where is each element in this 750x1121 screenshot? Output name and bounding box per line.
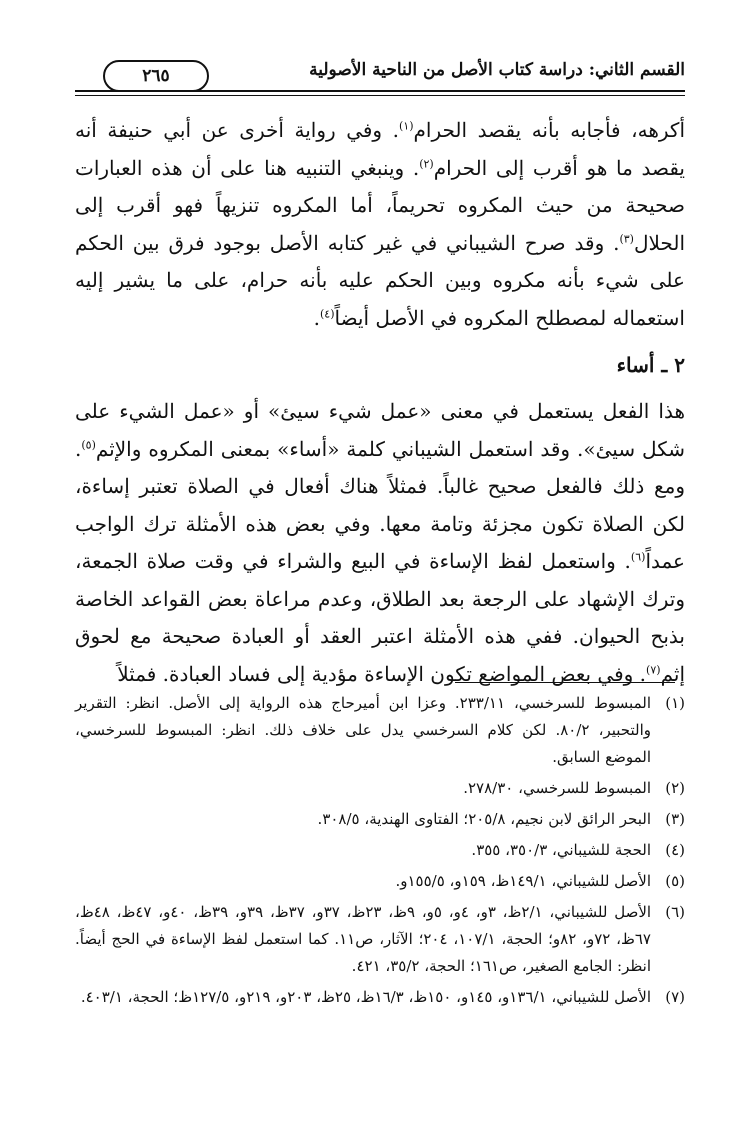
- para1-text-2: . وفي رواية أخرى عن أبي حنيفة أنه يقصد ما هو أقرب إلى الحرام: [75, 118, 686, 180]
- running-title: القسم الثاني: دراسة كتاب الأصل من الناحية الأصولية: [309, 60, 685, 80]
- footnote-text: الأصل للشيباني، ٢/١ظ، ٣و، ٤و، ٥و، ٩ظ، ٢٣ظ، ٣٧و، ٣٧ظ، ٣٩و، ٣٩ظ، ٤٠و، ٤٧ظ، ٤٨ظ، ٦٧ظ، ٧٢و، ٨٢و؛ الحجة، ١٠٧/١، ٢٠٤؛ الآثار، ص١١. كما استعمل لفظ الإساءة في الحج أيضاً. انظر: الجامع الصغير، ص١٦١؛ الحجة، ٣٥/٢، ٤٢١.: [75, 903, 652, 975]
- para2-text-3: . واستعمل لفظ الإساءة في البيع والشراء في وقت صلاة الجمعة، وترك الإشهاد على الرجعة بعد الطلاق، وعدم مراعاة بعض القواعد الخاصة بذبح الحيوان. ففي هذه الأمثلة اعتبر العقد أو العبادة صحيحة مع لحوق إثم: [75, 549, 685, 686]
- footnote: [75, 690, 685, 771]
- footnote-number: (٧): [665, 988, 685, 1006]
- paragraph-1: [75, 112, 685, 337]
- footnote-ref-6: (٦): [630, 550, 646, 564]
- paragraph-2: [75, 393, 685, 693]
- footnote-text: الأصل للشيباني، ١٤٩/١ظ، ١٥٩و، ١٥٥/٥و.: [395, 872, 651, 890]
- footnote-ref-2: (٢): [419, 156, 434, 170]
- footnote-ref-1: (١): [399, 119, 414, 133]
- footnote-text: المبسوط للسرخسي، ٢٧٨/٣٠.: [463, 779, 651, 797]
- footnote: [75, 775, 685, 802]
- footnotes: [75, 690, 685, 1015]
- para1-text-4: . وقد صرح الشيباني في غير كتابه الأصل بوجود فرق بين الحكم على شيء بأنه مكروه وبين الحكم عليه بأنه حرام، على ما يشير إليه استعماله لمصطلح المكروه في الأصل أيضاً: [75, 230, 685, 330]
- para2-text-1: هذا الفعل يستعمل في معنى «عمل شيء سيئ» أو «عمل الشيء على شكل سيئ». وقد استعمل الشيباني كلمة «أساء» بمعنى المكروه والإثم: [75, 399, 685, 461]
- footnote-ref-4: (٤): [319, 306, 335, 320]
- footnote: [75, 837, 685, 864]
- footnote-separator: [455, 682, 675, 683]
- footnote: [75, 984, 685, 1011]
- footnote-number: (٢): [665, 779, 685, 797]
- header-rule-thin: [75, 95, 685, 96]
- footnote-text: البحر الرائق لابن نجيم، ٢٠٥/٨؛ الفتاوى الهندية، ٣٠٨/٥.: [317, 810, 651, 828]
- footnote-text: المبسوط للسرخسي، ٢٣٣/١١. وعزا ابن أميرحاج هذه الرواية إلى الأصل. انظر: التقرير والتحبير، ٨٠/٢. لكن كلام السرخسي يدل على خلاف ذلك. انظر: المبسوط للسرخسي، الموضع السابق.: [75, 694, 651, 766]
- para2-text-2: . ومع ذلك فالفعل صحيح غالباً. فمثلاً هناك أفعال في الصلاة تعتبر إساءة، لكن الصلاة تكون مجزئة وتامة معها. وفي بعض هذه الأمثلة ترك الواجب عمداً: [75, 436, 686, 573]
- footnote-text: الأصل للشيباني، ١٣٦/١و، ١٤٥و، ١٥٠ظ، ١٦/٣ظ، ٢٥ظ، ٢٠٣و، ٢١٩و، ١٢٧/٥ظ؛ الحجة، ٤٠٣/١.: [80, 988, 651, 1006]
- footnote: [75, 806, 685, 833]
- main-text: [75, 112, 685, 693]
- para1-text-3: . وينبغي التنبيه هنا على أن هذه العبارات صحيحة من حيث المكروه تحريماً، أما المكروه تنزيهاً فهو أقرب إلى الحلال: [75, 155, 685, 255]
- footnote-ref-5: (٥): [81, 437, 96, 451]
- footnote: [75, 899, 685, 980]
- footnote-number: (٤): [665, 841, 685, 859]
- footnote-text: الحجة للشيباني، ٣٥٠/٣، ٣٥٥.: [471, 841, 651, 859]
- header-rule: [75, 90, 685, 92]
- section-heading: ٢ ـ أساء: [616, 353, 685, 377]
- para2-text-4: . وفي بعض المواضع تكون الإساءة مؤدية إلى فساد العبادة. فمثلاً: [117, 661, 647, 686]
- footnote-number: (٦): [665, 903, 685, 921]
- footnote-ref-3: (٣): [619, 231, 634, 245]
- page-number: ٢٦٥: [103, 60, 209, 92]
- footnote-number: (٣): [665, 810, 685, 828]
- footnote-number: (١): [665, 694, 685, 712]
- para1-text-5: .: [313, 305, 320, 330]
- footnote: [75, 868, 685, 895]
- footnote-ref-7: (٧): [646, 662, 661, 676]
- para1-text-1: أكرهه، فأجابه بأنه يقصد الحرام: [413, 118, 685, 142]
- footnote-number: (٥): [665, 872, 685, 890]
- page-header: [75, 60, 685, 100]
